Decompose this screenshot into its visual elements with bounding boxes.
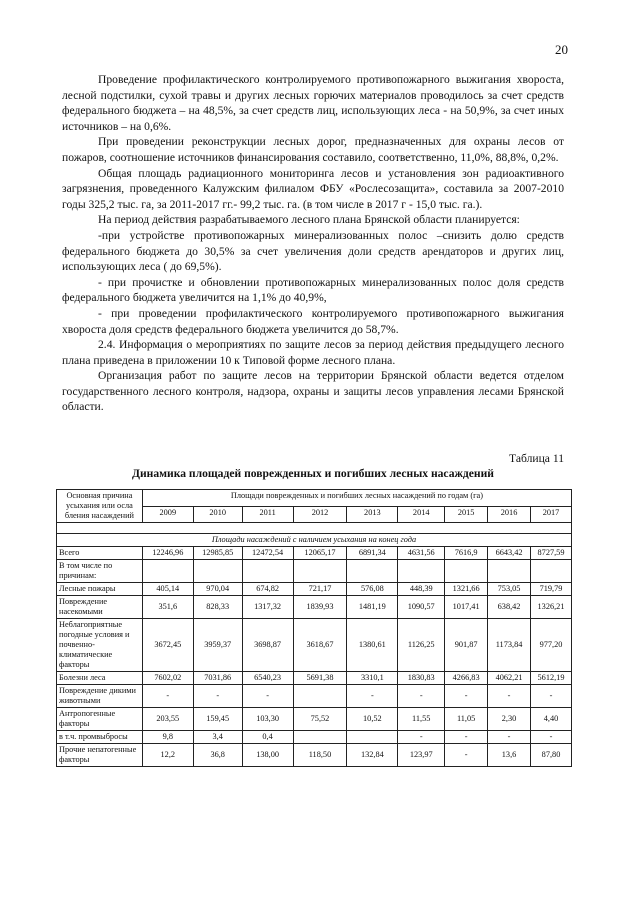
table-row: [57, 583, 572, 596]
table-cell: 12,2: [142, 744, 193, 767]
corner-header: Основная причина усыхания или осла бления насаждений: [57, 490, 143, 523]
table-cell: 1380,61: [347, 619, 398, 672]
table-cell: -: [142, 685, 193, 708]
table-cell: 1317,32: [242, 596, 293, 619]
table-cell: 0,4: [242, 731, 293, 744]
group-header: Площади поврежденных и погибших лесных насаждений по годам (га): [142, 490, 571, 507]
table-cell: 5691,38: [293, 672, 347, 685]
row-label: Прочие непатогенные факторы: [57, 744, 143, 767]
table-cell: 1017,41: [445, 596, 488, 619]
paragraph: 2.4. Информация о мероприятиях по защите лесов за период действия предыдущего лесного плана приведена в приложении 10 к Типовой форме лесного плана.: [62, 338, 564, 367]
year-header: 2014: [398, 506, 445, 523]
table-cell: 6643,42: [488, 547, 531, 560]
spacer-cell: [57, 523, 572, 534]
table-cell: 2,30: [488, 708, 531, 731]
table-cell: 638,42: [488, 596, 531, 619]
table-cell: [293, 731, 347, 744]
table-cell: 12065,17: [293, 547, 347, 560]
table-cell: 1326,21: [531, 596, 572, 619]
paragraph: Проведение профилактического контролируемого противопожарного выжигания хвороста, лесной подстилки, сухой травы и других лесных горючих материалов проводилось за счет средств федерального бюджета – на 48,5%, за счет средств лиц, использующих леса - на 50,9%, за счет иных источников – на 0,6%.: [62, 73, 564, 133]
paragraph: Организация работ по защите лесов на территории Брянской области ведется отделом государственного лесного контроля, надзора, охраны и защиты лесов управления лесами Брянской области.: [62, 369, 564, 414]
table-cell: 674,82: [242, 583, 293, 596]
table-cell: 4631,56: [398, 547, 445, 560]
table-row: [57, 619, 572, 672]
table-cell: -: [531, 731, 572, 744]
table-cell: [193, 560, 242, 583]
table-cell: 13,6: [488, 744, 531, 767]
table-cell: 719,79: [531, 583, 572, 596]
row-label: Болезни леса: [57, 672, 143, 685]
table-cell: 977,20: [531, 619, 572, 672]
table-cell: [293, 560, 347, 583]
table-cell: -: [531, 685, 572, 708]
year-header: 2017: [531, 506, 572, 523]
body-text: [62, 72, 564, 415]
table-cell: 10,52: [347, 708, 398, 731]
table-cell: 576,08: [347, 583, 398, 596]
year-header: 2009: [142, 506, 193, 523]
table-cell: 159,45: [193, 708, 242, 731]
table-cell: 123,97: [398, 744, 445, 767]
table-cell: 1830,83: [398, 672, 445, 685]
paragraph: При проведении реконструкции лесных дорог, предназначенных для охраны лесов от пожаров, соотношение источников финансирования составило, соответственно, 11,0%, 88,8%, 0,2%.: [62, 135, 564, 164]
table-row: [57, 560, 572, 583]
table-cell: 118,50: [293, 744, 347, 767]
table-label: Таблица 11: [509, 452, 564, 465]
paragraph: - при прочистке и обновлении противопожарных минерализованных полос доля средств федерального бюджета увеличится на 1,1% до 40,9%,: [62, 275, 564, 305]
section-row: [57, 534, 572, 547]
damage-dynamics-table: [56, 489, 572, 767]
table-cell: 11,05: [445, 708, 488, 731]
year-header: 2012: [293, 506, 347, 523]
table-cell: 3,4: [193, 731, 242, 744]
table-cell: -: [445, 731, 488, 744]
table-cell: 1839,93: [293, 596, 347, 619]
row-label: Неблагоприятные погодные условия и почвенно-климатические факторы: [57, 619, 143, 672]
table-cell: -: [347, 685, 398, 708]
table-cell: [531, 560, 572, 583]
table-cell: [293, 685, 347, 708]
table-cell: -: [398, 685, 445, 708]
table-cell: 11,55: [398, 708, 445, 731]
table-cell: -: [488, 731, 531, 744]
paragraph: - при проведении профилактического контролируемого противопожарного выжигания хвороста доля средств федерального бюджета увеличится до 58,7%.: [62, 306, 564, 336]
table-title: Динамика площадей поврежденных и погибших лесных насаждений: [132, 467, 494, 480]
section-title: Площади насаждений с наличием усыхания на конец года: [57, 534, 572, 547]
table-cell: -: [193, 685, 242, 708]
table-cell: 1481,19: [347, 596, 398, 619]
table-cell: 753,05: [488, 583, 531, 596]
row-label: в т.ч. промвыбросы: [57, 731, 143, 744]
table-cell: 351,6: [142, 596, 193, 619]
table-cell: [488, 560, 531, 583]
table-cell: 3618,67: [293, 619, 347, 672]
table-cell: [347, 731, 398, 744]
table-cell: 6540,23: [242, 672, 293, 685]
table-row: [57, 731, 572, 744]
table-cell: 1126,25: [398, 619, 445, 672]
table-cell: 5612,19: [531, 672, 572, 685]
table-cell: -: [445, 744, 488, 767]
table-cell: 12246,96: [142, 547, 193, 560]
page-number: 20: [555, 42, 568, 57]
table-cell: 12472,54: [242, 547, 293, 560]
table-cell: 138,00: [242, 744, 293, 767]
table-cell: [445, 560, 488, 583]
table-cell: 36,8: [193, 744, 242, 767]
table-cell: 3698,87: [242, 619, 293, 672]
row-label: Всего: [57, 547, 143, 560]
row-label: Повреждение дикими животными: [57, 685, 143, 708]
table-row: [57, 596, 572, 619]
paragraph: -при устройстве противопожарных минерализованных полос –снизить долю средств федерального бюджета до 30,5% за счет увеличения доли средств арендаторов и других лиц, использующих леса ( до 69,5%).: [62, 228, 564, 274]
table-cell: 721,17: [293, 583, 347, 596]
table-row: [57, 672, 572, 685]
spacer-row: [57, 523, 572, 534]
year-header: 2016: [488, 506, 531, 523]
table-cell: -: [398, 731, 445, 744]
table-cell: 7616,9: [445, 547, 488, 560]
year-header: 2010: [193, 506, 242, 523]
year-header: 2015: [445, 506, 488, 523]
table-cell: 901,87: [445, 619, 488, 672]
table-cell: 7602,02: [142, 672, 193, 685]
row-label: Лесные пожары: [57, 583, 143, 596]
table-cell: -: [445, 685, 488, 708]
table-cell: 4,40: [531, 708, 572, 731]
table-cell: 405,14: [142, 583, 193, 596]
row-label: В том числе по причинам:: [57, 560, 143, 583]
table-cell: 132,84: [347, 744, 398, 767]
table-cell: 75,52: [293, 708, 347, 731]
table-cell: 1321,66: [445, 583, 488, 596]
table-cell: 203,55: [142, 708, 193, 731]
paragraph: На период действия разрабатываемого лесного плана Брянской области планируется:: [98, 213, 520, 227]
table-cell: 9,8: [142, 731, 193, 744]
table-cell: 4266,83: [445, 672, 488, 685]
table-cell: 828,33: [193, 596, 242, 619]
table-cell: 6891,34: [347, 547, 398, 560]
table-cell: 4062,21: [488, 672, 531, 685]
table-cell: 103,30: [242, 708, 293, 731]
table-cell: 448,39: [398, 583, 445, 596]
table-cell: [398, 560, 445, 583]
table-cell: 970,04: [193, 583, 242, 596]
table-row: [57, 685, 572, 708]
table-cell: -: [488, 685, 531, 708]
table-cell: 3959,37: [193, 619, 242, 672]
table-cell: [242, 560, 293, 583]
table-cell: 8727,59: [531, 547, 572, 560]
table-cell: 1173,84: [488, 619, 531, 672]
table-cell: 12985,85: [193, 547, 242, 560]
year-header: 2013: [347, 506, 398, 523]
year-header: 2011: [242, 506, 293, 523]
table-cell: -: [242, 685, 293, 708]
row-label: Антропогенные факторы: [57, 708, 143, 731]
table-cell: [142, 560, 193, 583]
table-cell: 1090,57: [398, 596, 445, 619]
table-cell: 87,80: [531, 744, 572, 767]
table-cell: [347, 560, 398, 583]
paragraph: Общая площадь радиационного мониторинга лесов и установления зон радиоактивного загрязнения, проведенного Калужским филиалом ФБУ «Рослесозащита», составила за 2007-2010 годы 325,2 тыс. га, за 2011-2017 гг.- 99,2 тыс. га. (в том числе в 2017 г - 15,0 тыс. га.).: [62, 166, 564, 211]
row-label: Повреждение насекомыми: [57, 596, 143, 619]
table-row: [57, 708, 572, 731]
table-row: [57, 744, 572, 767]
table-cell: 3672,45: [142, 619, 193, 672]
table-cell: 7031,86: [193, 672, 242, 685]
table-row: [57, 547, 572, 560]
table-cell: 3310,1: [347, 672, 398, 685]
